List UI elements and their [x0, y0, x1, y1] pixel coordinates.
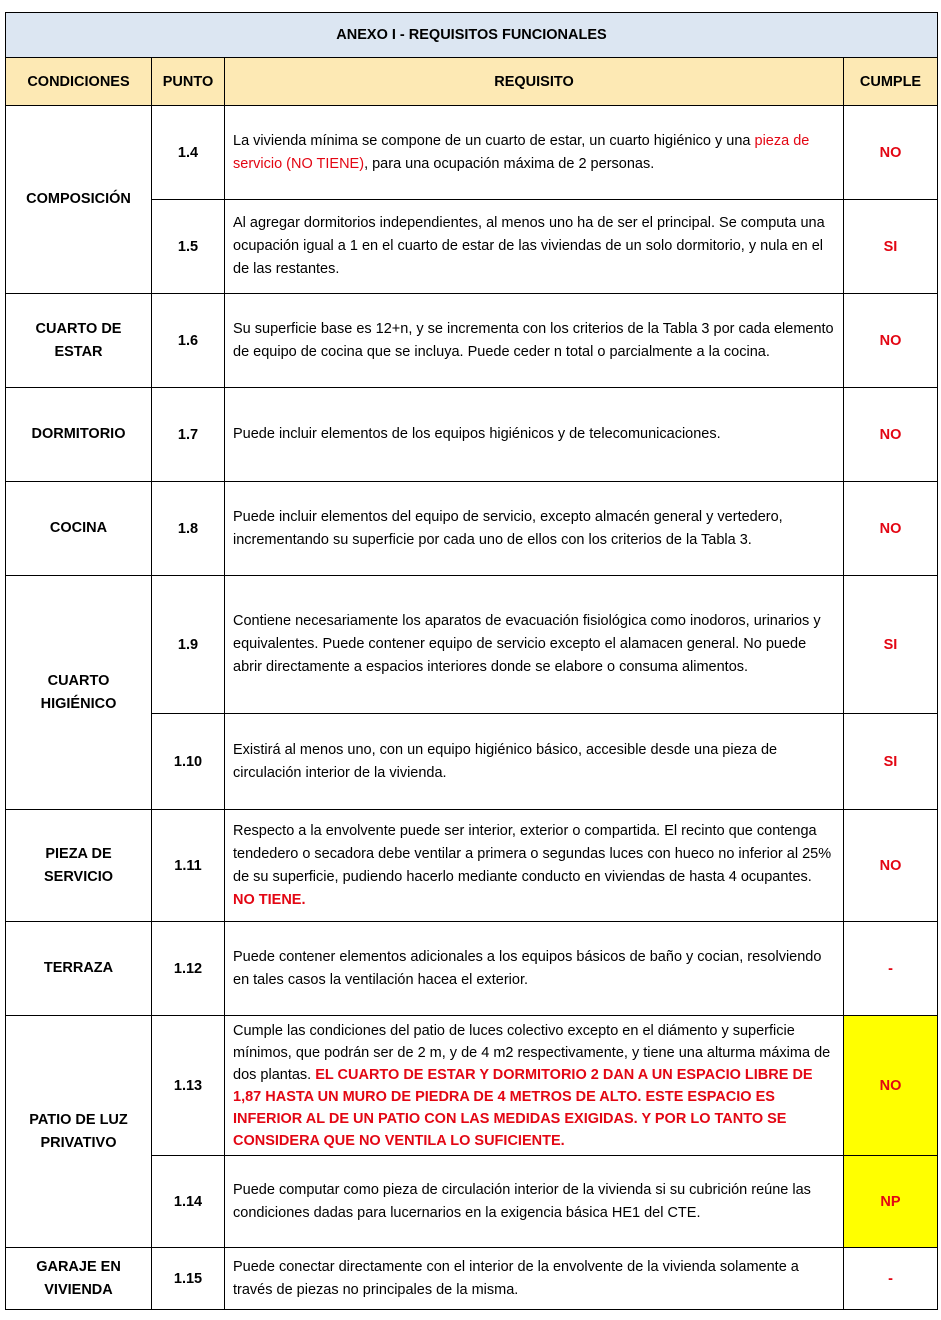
punto-cell: 1.15: [152, 1248, 225, 1310]
requisito-cell: Puede incluir elementos del equipo de servicio, excepto almacén general y vertedero, incrementando su superficie por cada uno de ellos con los criterios de la Tabla 3.: [225, 482, 844, 576]
requisito-cell: Su superficie base es 12+n, y se incrementa con los criterios de la Tabla 3 por cada elemento de equipo de cocina que se incluya. Puede ceder n total o parcialmente a la cocina.: [225, 294, 844, 388]
punto-cell: 1.9: [152, 576, 225, 714]
requirements-table: [5, 12, 938, 1310]
requisito-text: Cumple las condiciones del patio de luces colectivo excepto en el diámento y superficie mínimos, que podrán ser de 2 m, y de 4 m2 respectivamente, y tiene una alturma máxima de dos plantas.: [233, 1022, 831, 1083]
punto-cell: 1.7: [152, 388, 225, 482]
condition-cell: CUARTO DE ESTAR: [6, 294, 152, 388]
cumple-cell: NO: [844, 294, 938, 388]
requisito-cell: Contiene necesariamente los aparatos de evacuación fisiológica como inodoros, urinarios y equivalentes. Puede contener equipo de servicio excepto el alamacen general. No puede abrir directamente a espacios interiores donde se elabore o consuma alimentos.: [225, 576, 844, 714]
table-title: ANEXO I - REQUISITOS FUNCIONALES: [6, 13, 938, 58]
punto-cell: 1.12: [152, 922, 225, 1016]
header-condiciones: CONDICIONES: [6, 58, 152, 106]
header-cumple: CUMPLE: [844, 58, 938, 106]
requisito-text: , para una ocupación máxima de 2 personas.: [364, 155, 655, 172]
requisito-cell: Existirá al menos uno, con un equipo higiénico básico, accesible desde una pieza de circulación interior de la vivienda.: [225, 714, 844, 810]
condition-cell: GARAJE EN VIVIENDA: [6, 1248, 152, 1310]
header-requisito: REQUISITO: [225, 58, 844, 106]
cumple-cell: NO: [844, 810, 938, 922]
cumple-cell: SI: [844, 714, 938, 810]
condition-cell: COMPOSICIÓN: [6, 106, 152, 294]
condition-cell: CUARTO HIGIÉNICO: [6, 576, 152, 810]
cumple-cell: NO: [844, 482, 938, 576]
condition-cell: TERRAZA: [6, 922, 152, 1016]
table-row: [6, 482, 938, 576]
requisito-cell: [225, 1016, 844, 1156]
requisito-cell: Puede incluir elementos de los equipos higiénicos y de telecomunicaciones.: [225, 388, 844, 482]
table-row: [6, 576, 938, 714]
requisito-cell: Al agregar dormitorios independientes, al menos uno ha de ser el principal. Se computa una ocupación igual a 1 en el cuarto de estar de las viviendas de un solo dormitorio, y nula en el de las restantes.: [225, 200, 844, 294]
requisito-cell: [225, 106, 844, 200]
table-row: [6, 810, 938, 922]
requisito-red-text: pieza de servicio (NO TIENE): [233, 132, 810, 172]
table-row: [6, 1016, 938, 1156]
cumple-cell: NP: [844, 1156, 938, 1248]
punto-cell: 1.8: [152, 482, 225, 576]
cumple-cell: SI: [844, 576, 938, 714]
requisito-red-text: EL CUARTO DE ESTAR Y DORMITORIO 2 DAN A UN ESPACIO LIBRE DE 1,87 HASTA UN MURO DE PIEDRA DE 4 METROS DE ALTO. ESTE ESPACIO ES INFERIOR AL DE UN PATIO CON LAS MEDIDAS EXIGIDAS. Y POR LO TANTO SE CONSIDERA QUE NO VENTILA LO SUFICIENTE.: [233, 1066, 813, 1149]
condition-cell: COCINA: [6, 482, 152, 576]
cumple-cell: -: [844, 1248, 938, 1310]
cumple-cell: SI: [844, 200, 938, 294]
punto-cell: 1.11: [152, 810, 225, 922]
table-row: [6, 106, 938, 200]
cumple-cell: NO: [844, 1016, 938, 1156]
requisito-text: La vivienda mínima se compone de un cuarto de estar, un cuarto higiénico y una: [233, 132, 755, 149]
header-punto: PUNTO: [152, 58, 225, 106]
cumple-cell: -: [844, 922, 938, 1016]
table-row: [6, 922, 938, 1016]
punto-cell: 1.6: [152, 294, 225, 388]
requisito-red-text: NO TIENE.: [233, 891, 306, 908]
punto-cell: 1.5: [152, 200, 225, 294]
punto-cell: 1.4: [152, 106, 225, 200]
requisito-cell: [225, 810, 844, 922]
requisito-cell: Puede conectar directamente con el interior de la envolvente de la vivienda solamente a través de piezas no principales de la misma.: [225, 1248, 844, 1310]
condition-cell: PIEZA DE SERVICIO: [6, 810, 152, 922]
punto-cell: 1.14: [152, 1156, 225, 1248]
requisito-cell: Puede contener elementos adicionales a los equipos básicos de baño y cocian, resolviendo en tales casos la ventilación hacea el exterior.: [225, 922, 844, 1016]
condition-cell: DORMITORIO: [6, 388, 152, 482]
condition-cell: PATIO DE LUZ PRIVATIVO: [6, 1016, 152, 1248]
table-row: [6, 294, 938, 388]
punto-cell: 1.13: [152, 1016, 225, 1156]
punto-cell: 1.10: [152, 714, 225, 810]
table-row: [6, 1248, 938, 1310]
requisito-text: Respecto a la envolvente puede ser interior, exterior o compartida. El recinto que contenga tendedero o secadora debe ventilar a primera o segundas luces con hueco no inferior al 25% de su superficie, pudiendo hacerlo mediante conducto en viviendas de hasta 4 ocupantes.: [233, 822, 832, 885]
cumple-cell: NO: [844, 388, 938, 482]
requisito-cell: Puede computar como pieza de circulación interior de la vivienda si su cubrición reúne las condiciones dadas para lucernarios en la exigencia básica HE1 del CTE.: [225, 1156, 844, 1248]
table-row: [6, 388, 938, 482]
cumple-cell: NO: [844, 106, 938, 200]
